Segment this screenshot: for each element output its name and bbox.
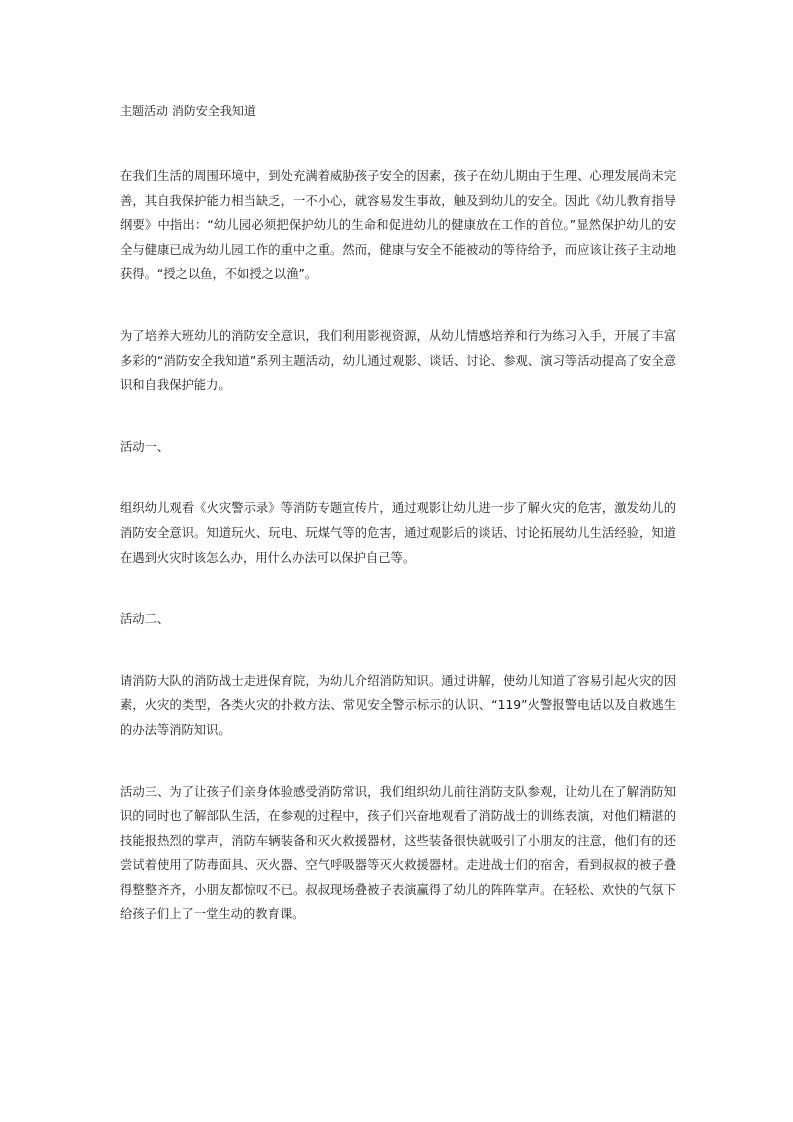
document-body — [120, 96, 676, 927]
spacer — [120, 398, 676, 435]
paragraph-intro: 在我们生活的周围环境中，到处充满着威胁孩子安全的因素，孩子在幼儿期由于生理、心理发展尚未完善，其自我保护能力相当缺乏，一不小心，就容易发生事故，触及到幼儿的安全。因此《幼儿教育指导纲要》中指出：“幼儿园必须把保护幼儿的生命和促进幼儿的健康放在工作的首位。”显然保护幼儿的安全与健康已成为幼儿园工作的重中之重。然而，健康与安全不能被动的等待给予，而应该让孩子主动地获得。“授之以鱼，不如授之以渔”。 — [120, 169, 676, 282]
spacer — [120, 743, 676, 780]
activity-one-heading: 活动一、 — [120, 439, 170, 454]
paragraph-activity-two: 请消防大队的消防战士走进保育院，为幼儿介绍消防知识。通过讲解，使幼儿知道了容易引起火灾的因素，火灾的类型，各类火灾的扑救方法、常见安全警示标示的认识、“119”火警报警电话以及自救逃生的办法等消防知识。 — [120, 673, 676, 737]
spacer — [120, 632, 676, 669]
spacer — [120, 287, 676, 324]
spacer — [120, 127, 676, 164]
paragraph-purpose: 为了培养大班幼儿的消防安全意识，我们利用影视资源，从幼儿情感培养和行为练习入手，开展了丰富多彩的“消防安全我知道”系列主题活动，幼儿通过观影、谈话、讨论、参观、演习等活动提高了安全意识和自我保护能力。 — [120, 328, 676, 393]
spacer — [120, 459, 676, 496]
spacer — [120, 570, 676, 607]
paragraph-activity-three: 活动三、为了让孩子们亲身体验感受消防常识，我们组织幼儿前往消防支队参观，让幼儿在了解消防知识的同时也了解部队生活，在参观的过程中，孩子们兴奋地观看了消防战士的训练表演，对他们精湛的技能报热烈的掌声，消防车辆装备和灭火救援器材，这些装备很快就吸引了小朋友的注意，他们有的还尝试着使用了防毒面具、灭火器、空气呼吸器等灭火救援器材。走进战士们的宿舍，看到叔叔的被子叠得整整齐齐，小朋友都惊叹不已。叔叔现场叠被子表演赢得了幼儿的阵阵掌声。在轻松、欢快的气氛下给孩子们上了一堂生动的教育课。 — [120, 784, 676, 922]
paragraph-activity-one: 组织幼儿观看《火灾警示录》等消防专题宣传片，通过观影让幼儿进一步了解火灾的危害，激发幼儿的消防安全意识。知道玩火、玩电、玩煤气等的危害，通过观影后的谈话、讨论拓展幼儿生活经验，知道在遇到火灾时该怎么办，用什么办法可以保护自己等。 — [120, 501, 676, 565]
activity-two-heading: 活动二、 — [120, 612, 170, 627]
document-title: 主题活动 消防安全我知道 — [120, 104, 256, 118]
